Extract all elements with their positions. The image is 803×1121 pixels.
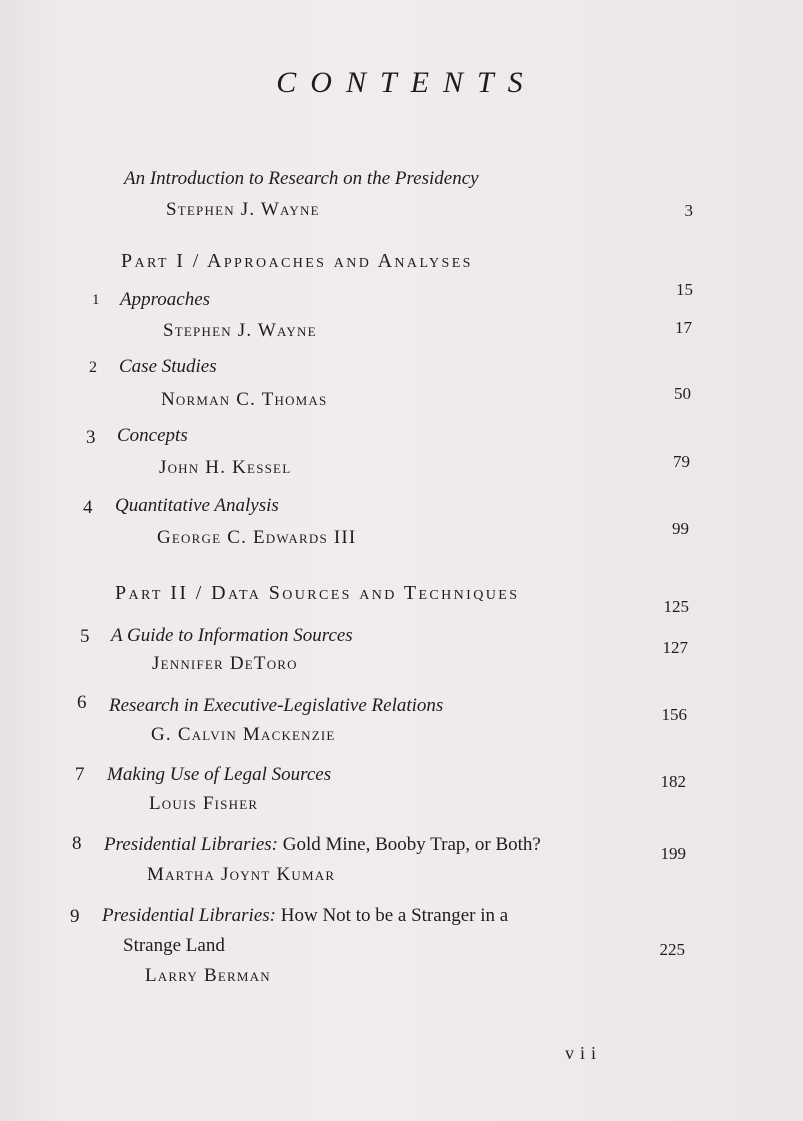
contents-heading: CONTENTS — [276, 66, 537, 99]
chapter-2-number: 2 — [89, 359, 97, 376]
chapter-3-page: 79 — [673, 452, 690, 471]
chapter-5-title: A Guide to Information Sources — [111, 625, 353, 646]
chapter-6-number: 6 — [77, 692, 87, 713]
chapter-1-number: 1 — [92, 292, 100, 308]
chapter-1-page: 17 — [675, 318, 692, 337]
chapter-9-title-italic: Presidential Libraries: — [102, 905, 276, 926]
chapter-9-author: Larry Berman — [145, 965, 271, 986]
chapter-5-author: Jennifer DeToro — [152, 653, 298, 674]
chapter-5-number: 5 — [80, 626, 90, 647]
chapter-5-page: 127 — [662, 638, 688, 657]
intro-page: 3 — [684, 201, 693, 220]
chapter-4-author: George C. Edwards III — [157, 527, 357, 548]
chapter-7-author: Louis Fisher — [149, 793, 259, 814]
chapter-2-author: Norman C. Thomas — [161, 389, 328, 410]
chapter-8-number: 8 — [72, 833, 82, 854]
part-1-page: 15 — [676, 280, 693, 299]
chapter-3-title: Concepts — [117, 425, 188, 446]
chapter-8-title-roman: Gold Mine, Booby Trap, or Both? — [282, 834, 541, 855]
chapter-8-page: 199 — [660, 844, 686, 863]
chapter-3-author: John H. Kessel — [159, 457, 292, 478]
part-1-heading: Part I / Approaches and Analyses — [121, 250, 473, 272]
chapter-9-title-line-2: Strange Land — [123, 935, 225, 956]
chapter-2-page: 50 — [674, 384, 691, 403]
chapter-9-number: 9 — [70, 906, 80, 927]
intro-title: An Introduction to Research on the Presidency — [124, 168, 479, 189]
chapter-4-page: 99 — [672, 519, 689, 538]
chapter-4-title: Quantitative Analysis — [115, 495, 279, 516]
chapter-1-title: Approaches — [120, 289, 211, 310]
chapter-1-author: Stephen J. Wayne — [163, 320, 317, 341]
chapter-7-number: 7 — [75, 764, 85, 785]
chapter-9-title-roman: How Not to be a Stranger in a — [280, 905, 509, 926]
chapter-9-page: 225 — [659, 940, 685, 959]
chapter-6-page: 156 — [661, 705, 687, 724]
chapter-6-title: Research in Executive-Legislative Relations — [109, 695, 444, 716]
chapter-4-number: 4 — [83, 497, 93, 518]
chapter-3-number: 3 — [86, 427, 96, 448]
chapter-8-author: Martha Joynt Kumar — [147, 864, 336, 885]
chapter-6-author: G. Calvin Mackenzie — [151, 724, 336, 745]
chapter-7-page: 182 — [660, 772, 686, 791]
intro-author: Stephen J. Wayne — [166, 199, 320, 220]
page-folio: vii — [565, 1043, 603, 1063]
chapter-2-title: Case Studies — [119, 356, 217, 377]
part-2-heading: Part II / Data Sources and Techniques — [115, 582, 520, 604]
chapter-7-title: Making Use of Legal Sources — [107, 764, 332, 785]
chapter-8-title-italic: Presidential Libraries: — [104, 834, 278, 855]
chapter-8-title — [104, 834, 541, 856]
part-2-page: 125 — [663, 597, 689, 616]
chapter-9-title — [102, 905, 508, 927]
